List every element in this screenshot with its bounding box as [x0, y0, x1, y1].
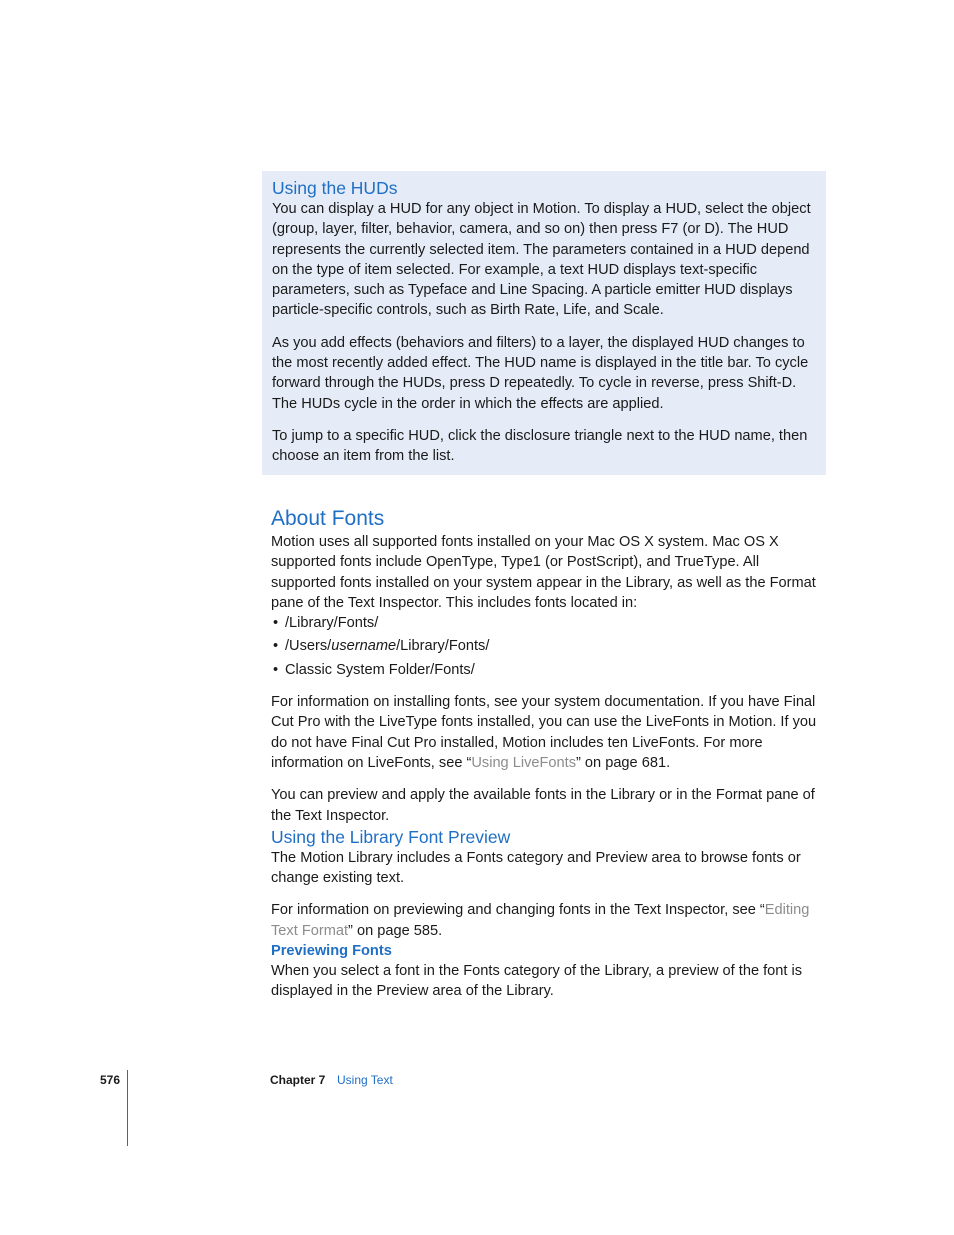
section-heading-previewing-fonts: Previewing Fonts [271, 943, 392, 960]
about-fonts-intro: Motion uses all supported fonts installed on your Mac OS X system. Mac OS X supported fonts include OpenType, Type1 (or PostScript), and TrueType. All supported fonts installed on your system appear in the Library, as well as the Format pane of the Text Inspector. This includes fonts located in: [271, 534, 816, 611]
footer-rule [127, 1070, 128, 1146]
paragraph-text: For information on installing fonts, see your system documentation. If you have Final Cut Pro with the LiveType fonts installed, you can use the LiveFonts in Motion. If you do not have Final Cut Pro installed, Motion includes ten LiveFonts. For more information on LiveFonts, see “ [271, 694, 817, 771]
section-heading-library-preview: Using the Library Font Preview [271, 826, 511, 847]
about-fonts-paragraph: You can preview and apply the available fonts in the Library or in the Format pane of the Text Inspector. [271, 787, 815, 824]
page-number: 576 [99, 1073, 120, 1087]
list-item-emphasis: username [331, 638, 397, 655]
library-preview-paragraph: The Motion Library includes a Fonts category and Preview area to browse fonts or change existing text. [271, 849, 801, 887]
previewing-fonts-paragraph: When you select a font in the Fonts category of the Library, a preview of the font is displayed in the Preview area of the Library. [271, 963, 803, 1000]
list-item-text: /Users/ [285, 638, 332, 655]
list-item [271, 660, 827, 680]
main-content [271, 505, 827, 1002]
footer-chapter-title[interactable]: Using Text [337, 1073, 393, 1087]
callout-box [262, 171, 826, 475]
callout-paragraph: To jump to a specific HUD, click the disclosure triangle next to the HUD name, then choose an item from the list. [272, 427, 808, 465]
about-fonts-paragraph [271, 692, 827, 773]
callout-paragraph: You can display a HUD for any object in Motion. To display a HUD, select the object (group, layer, filter, behavior, camera, and so on) then press F7 (or D). The HUD represents the currently selected item. The parameters contained in a HUD depend on the type of item selected. For example, a text HUD displays text-specific parameters, such as Typeface and Line Spacing. A particle emitter HUD displays particle-specific controls, such as Birth Rate, Life, and Scale. [272, 201, 811, 319]
list-item [271, 613, 827, 633]
paragraph-text: ” on page 681. [576, 754, 671, 771]
cross-reference-link[interactable]: Editing Text Format [271, 902, 810, 939]
callout-content [272, 177, 817, 467]
callout-heading: Using the HUDs [272, 178, 398, 198]
paragraph-text: ” on page 585. [348, 922, 443, 939]
list-item-text: /Library/Fonts/ [396, 638, 490, 655]
list-item [271, 636, 827, 656]
footer-chapter: Chapter 7 [270, 1073, 326, 1087]
callout-paragraph: As you add effects (behaviors and filters) to a layer, the displayed HUD changes to the most recently added effect. The HUD name is displayed in the title bar. To cycle forward through the HUDs, press D repeatedly. To cycle in reverse, press Shift-D. The HUDs cycle in the order in which the effects are applied. [272, 334, 809, 412]
list-item-text: Classic System Folder/Fonts/ [285, 661, 475, 678]
font-locations-list [271, 613, 827, 680]
paragraph-text: For information on previewing and changing fonts in the Text Inspector, see “ [271, 902, 765, 919]
section-heading-about-fonts: About Fonts [271, 507, 385, 530]
library-preview-paragraph [271, 900, 827, 941]
cross-reference-link[interactable]: Using LiveFonts [471, 754, 576, 771]
list-item-text: /Library/Fonts/ [285, 615, 379, 632]
